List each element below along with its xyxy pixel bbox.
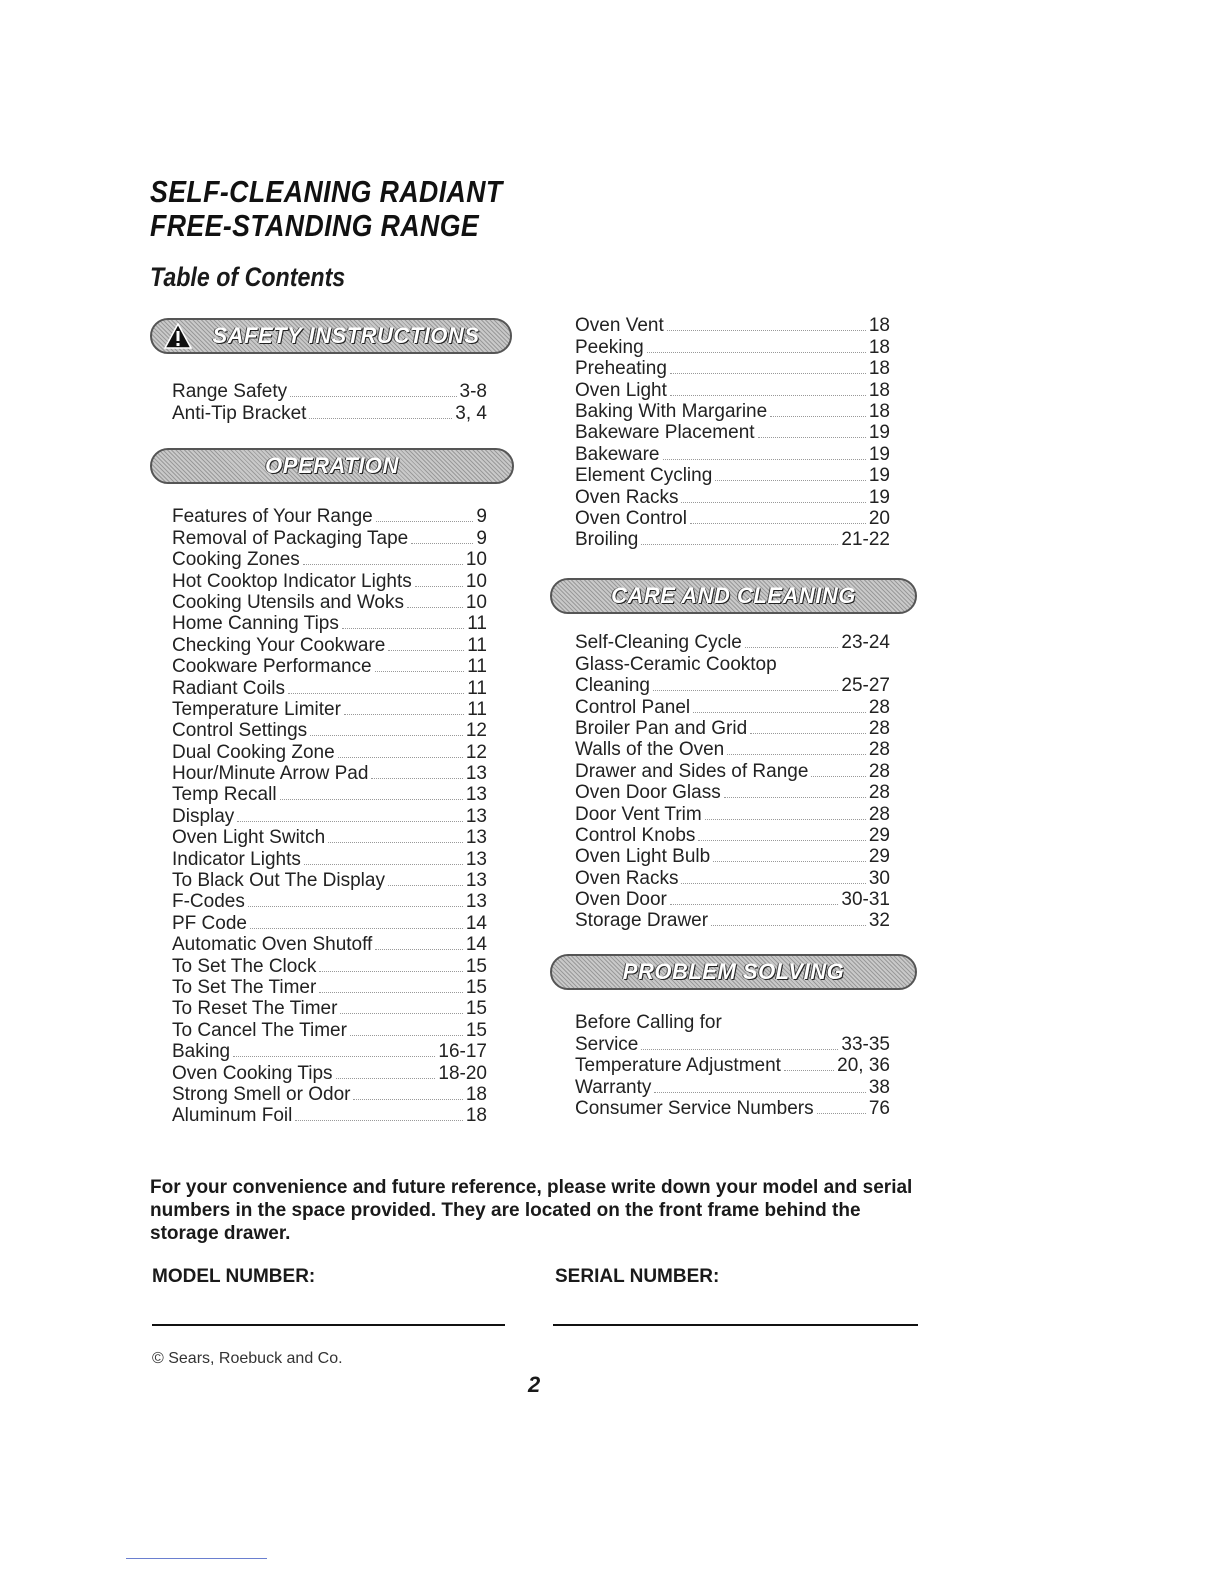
toc-entry-label: Range Safety: [172, 381, 288, 403]
toc-entry-label: Preheating: [575, 358, 667, 380]
toc-entry: [172, 506, 487, 527]
toc-entry-page: 28: [868, 717, 890, 739]
toc-leader-dots: [342, 628, 464, 629]
toc-entry: [575, 1033, 890, 1054]
toc-leader-dots: [309, 418, 452, 419]
toc-entry-label: Oven Racks: [575, 486, 679, 508]
toc-entry-label: Control Panel: [575, 696, 691, 718]
toc-entry-page: 23-24: [841, 632, 890, 654]
toc-entry: [172, 784, 487, 805]
toc-entry-label: Oven Light: [575, 379, 667, 401]
toc-entry-label: Oven Control: [575, 507, 687, 529]
toc-entry-page: 13: [465, 848, 487, 870]
toc-entry: [575, 760, 890, 781]
toc-entry: [172, 634, 487, 655]
toc-leader-dots: [250, 928, 463, 929]
toc-entry-label: Radiant Coils: [172, 677, 285, 699]
toc-entry-page: 28: [868, 782, 890, 804]
toc-entry: [575, 508, 890, 529]
toc-leader-dots: [654, 1092, 865, 1093]
toc-entry-label: Drawer and Sides of Range: [575, 760, 809, 782]
toc-entry: [172, 891, 487, 912]
toc-entry-page: 10: [465, 549, 487, 571]
toc-entry-page: 9: [476, 506, 487, 528]
toc-entry: [172, 998, 487, 1019]
toc-entry: [172, 934, 487, 955]
safety-instructions-label: SAFETY INSTRUCTIONS: [212, 323, 480, 348]
toc-entry: [172, 592, 487, 613]
toc-entry: [575, 336, 890, 357]
toc-leader-dots: [280, 799, 463, 800]
toc-leader-dots: [713, 861, 866, 862]
toc-leader-dots: [724, 797, 866, 798]
toc-entry: [172, 912, 487, 933]
toc-entry: [575, 1012, 890, 1033]
toc-entry-page: 20, 36: [837, 1055, 890, 1077]
toc-entry-page: 19: [868, 443, 890, 465]
toc-entry: [172, 1084, 487, 1105]
toc-leader-dots: [350, 1035, 463, 1036]
footer-rule: [126, 1558, 267, 1559]
toc-entry-label: Strong Smell or Odor: [172, 1083, 351, 1105]
toc-leader-dots: [295, 1120, 462, 1121]
toc-entry-label: Self-Cleaning Cycle: [575, 632, 742, 654]
toc-leader-dots: [338, 757, 463, 758]
toc-entry-page: 15: [465, 976, 487, 998]
toc-entry-label: Element Cycling: [575, 465, 713, 487]
toc-leader-dots: [407, 607, 463, 608]
toc-leader-dots: [670, 395, 866, 396]
toc-entry-page: 18: [868, 379, 890, 401]
notice-text: For your convenience and future reference, please write down your model and serial numbers in the space provided. They are located on the front frame behind the storage drawer.: [150, 1177, 913, 1244]
toc-entry-label: Temp Recall: [172, 784, 277, 806]
toc-entry-label: Oven Door Glass: [575, 782, 721, 804]
toc-leader-dots: [388, 885, 463, 886]
toc-entry: [172, 848, 487, 869]
toc-entry: [575, 739, 890, 760]
toc-entry-label: Cleaning: [575, 675, 650, 697]
toc-entry-page: 10: [465, 570, 487, 592]
toc-entry-page: 13: [465, 805, 487, 827]
toc-entry-label: Oven Cooking Tips: [172, 1062, 333, 1084]
toc-entry-page: 11: [467, 698, 487, 720]
toc-leader-dots: [319, 971, 463, 972]
toc-entry-page: 13: [465, 870, 487, 892]
toc-entry: [172, 527, 487, 548]
toc-entry-label: Warranty: [575, 1076, 652, 1098]
toc-entry-label: Indicator Lights: [172, 848, 301, 870]
toc-entry: [575, 315, 890, 336]
toc-entry-page: 13: [465, 763, 487, 785]
toc-entry-label: Aluminum Foil: [172, 1105, 293, 1127]
toc-entry-label: Bakeware: [575, 443, 660, 465]
toc-entry-page: 11: [467, 656, 487, 678]
toc-entry-label: Control Knobs: [575, 824, 696, 846]
toc-entry-label: Consumer Service Numbers: [575, 1097, 814, 1119]
toc-entry-label: PF Code: [172, 912, 247, 934]
toc-entry-page: 15: [465, 955, 487, 977]
toc-leader-dots: [770, 416, 866, 417]
safety-instructions-banner: [150, 318, 512, 354]
toc-entry-label: Hot Cooktop Indicator Lights: [172, 570, 412, 592]
toc-entry-label: To Set The Timer: [172, 976, 317, 998]
toc-leader-dots: [304, 864, 463, 865]
toc-entry-page: 30: [868, 867, 890, 889]
toc-entry-label: Baking With Margarine: [575, 400, 768, 422]
toc-entry-page: 13: [465, 891, 487, 913]
toc-entry-page: 18: [868, 358, 890, 380]
toc-entry-label: Oven Light Switch: [172, 827, 326, 849]
toc-entry-label: Features of Your Range: [172, 506, 373, 528]
serial-number-label: SERIAL NUMBER:: [555, 1266, 720, 1287]
problem-solving-banner: [550, 954, 917, 990]
toc-leader-dots: [758, 437, 866, 438]
toc-entry: [575, 803, 890, 824]
toc-leader-dots: [711, 925, 866, 926]
toc-entry: [172, 1041, 487, 1062]
toc-entry-label: Oven Light Bulb: [575, 846, 711, 868]
model-number-line[interactable]: [152, 1324, 505, 1326]
toc-entry-page: 32: [868, 910, 890, 932]
toc-leader-dots: [344, 714, 464, 715]
toc-entry-page: 21-22: [841, 529, 890, 551]
toc-leader-dots: [415, 586, 463, 587]
toc-entry-label: Dual Cooking Zone: [172, 741, 335, 763]
toc-entry-label: Removal of Packaging Tape: [172, 527, 409, 549]
toc-entry-page: 28: [868, 803, 890, 825]
toc-entry-label: Oven Door: [575, 889, 667, 911]
toc-entry-label: Control Settings: [172, 720, 308, 742]
toc-leader-dots: [248, 906, 463, 907]
toc-entry: [172, 763, 487, 784]
toc-leader-dots: [237, 821, 463, 822]
serial-number-line[interactable]: [553, 1324, 918, 1326]
toc-entry-label: Service: [575, 1033, 639, 1055]
toc-entry-page: 20: [868, 507, 890, 529]
toc-entry: [575, 1098, 890, 1119]
toc-leader-dots: [375, 671, 465, 672]
toc-entry-label: Storage Drawer: [575, 910, 709, 932]
toc-entry-page: 30-31: [841, 889, 890, 911]
toc-leader-dots: [667, 330, 866, 331]
toc-leader-dots: [705, 819, 866, 820]
toc-entry: [575, 696, 890, 717]
toc-entry-label: To Set The Clock: [172, 955, 317, 977]
toc-entry-label: Display: [172, 805, 235, 827]
toc-leader-dots: [663, 459, 866, 460]
toc-entry-page: 19: [868, 486, 890, 508]
toc-entry-label: Checking Your Cookware: [172, 634, 386, 656]
toc-leader-dots: [303, 564, 463, 565]
toc-entry: [575, 1076, 890, 1097]
toc-entry-page: 18: [868, 336, 890, 358]
toc-entry: [575, 653, 890, 674]
toc-leader-dots: [681, 883, 865, 884]
page-number: 2: [528, 1372, 541, 1397]
toc-leader-dots: [641, 544, 838, 545]
toc-entry: [172, 677, 487, 698]
toc-leader-dots: [353, 1099, 462, 1100]
toc-entry: [172, 870, 487, 891]
toc-entry-page: 13: [465, 784, 487, 806]
toc-entry: [575, 718, 890, 739]
toc-leader-dots: [750, 733, 866, 734]
toc-leader-dots: [641, 1049, 838, 1050]
toc-entry: [172, 805, 487, 826]
toc-entry-page: 15: [465, 998, 487, 1020]
operation-toc-list-right: [575, 315, 890, 550]
toc-entry: [172, 656, 487, 677]
care-and-cleaning-banner: [550, 578, 917, 614]
toc-leader-dots: [340, 1013, 462, 1014]
toc-entry-page: 16-17: [438, 1041, 487, 1063]
toc-entry: [575, 1055, 890, 1076]
toc-entry-label: Hour/Minute Arrow Pad: [172, 763, 369, 785]
toc-entry-page: 25-27: [841, 675, 890, 697]
toc-leader-dots: [690, 523, 866, 524]
toc-entry-page: 18-20: [438, 1062, 487, 1084]
toc-entry-page: 10: [465, 591, 487, 613]
toc-leader-dots: [653, 690, 838, 691]
toc-entry-page: 11: [467, 677, 487, 699]
toc-entry: [172, 741, 487, 762]
toc-entry-page: 9: [476, 527, 487, 549]
toc-entry: [172, 570, 487, 591]
toc-leader-dots: [670, 373, 866, 374]
toc-entry: [575, 632, 890, 653]
toc-leader-dots: [727, 754, 866, 755]
toc-leader-dots: [388, 650, 464, 651]
toc-entry-label: Cookware Performance: [172, 656, 372, 678]
toc-entry-page: 18: [465, 1105, 487, 1127]
toc-leader-dots: [376, 521, 474, 522]
toc-entry: [575, 910, 890, 931]
toc-entry-label: Before Calling for: [575, 1012, 722, 1034]
toc-leader-dots: [411, 543, 473, 544]
toc-leader-dots: [290, 396, 456, 397]
toc-heading: Table of Contents: [150, 262, 346, 292]
toc-entry-page: 28: [868, 696, 890, 718]
document-title-line1: SELF-CLEANING RADIANT: [150, 174, 503, 209]
toc-entry-label: F-Codes: [172, 891, 245, 913]
toc-entry: [172, 699, 487, 720]
toc-entry-label: Anti-Tip Bracket: [172, 402, 307, 424]
care-toc-list: [575, 632, 890, 931]
toc-entry-page: 18: [868, 315, 890, 337]
document-title-line2: FREE-STANDING RANGE: [150, 208, 480, 243]
toc-entry: [575, 889, 890, 910]
toc-entry-label: Door Vent Trim: [575, 803, 702, 825]
toc-entry: [575, 401, 890, 422]
toc-entry-label: Cooking Utensils and Woks: [172, 591, 404, 613]
toc-leader-dots: [336, 1078, 436, 1079]
toc-leader-dots: [784, 1070, 834, 1071]
model-number-label: MODEL NUMBER:: [152, 1266, 316, 1287]
toc-entry-label: Oven Vent: [575, 315, 664, 337]
toc-leader-dots: [811, 776, 865, 777]
toc-entry: [575, 465, 890, 486]
toc-entry: [575, 867, 890, 888]
toc-entry-page: 12: [465, 741, 487, 763]
operation-toc-list-left: [172, 506, 487, 1126]
toc-entry-label: Automatic Oven Shutoff: [172, 934, 373, 956]
toc-entry: [172, 549, 487, 570]
toc-entry: [575, 675, 890, 696]
toc-entry-page: 14: [465, 912, 487, 934]
toc-entry: [172, 1019, 487, 1040]
toc-entry-label: To Black Out The Display: [172, 870, 385, 892]
toc-entry-label: Peeking: [575, 336, 644, 358]
toc-entry-page: 28: [868, 760, 890, 782]
operation-label: OPERATION: [265, 453, 399, 478]
toc-entry-page: 12: [465, 720, 487, 742]
toc-entry-page: 14: [465, 934, 487, 956]
toc-leader-dots: [670, 904, 839, 905]
toc-entry-page: 11: [467, 634, 487, 656]
toc-leader-dots: [375, 949, 463, 950]
toc-entry-page: 19: [868, 465, 890, 487]
toc-entry-page: 15: [465, 1019, 487, 1041]
toc-entry: [575, 825, 890, 846]
toc-entry-label: Baking: [172, 1041, 231, 1063]
problem-solving-label: PROBLEM SOLVING: [622, 959, 845, 984]
toc-entry-page: 3-8: [459, 381, 487, 403]
copyright: © Sears, Roebuck and Co.: [152, 1350, 343, 1367]
toc-entry: [575, 782, 890, 803]
toc-entry: [575, 422, 890, 443]
toc-entry-label: Cooking Zones: [172, 549, 300, 571]
toc-leader-dots: [647, 352, 866, 353]
toc-leader-dots: [371, 778, 462, 779]
toc-leader-dots: [319, 992, 463, 993]
toc-entry-label: Broiler Pan and Grid: [575, 717, 748, 739]
toc-entry-page: 3, 4: [455, 402, 487, 424]
toc-entry-label: To Cancel The Timer: [172, 1019, 347, 1041]
toc-entry-page: 11: [467, 613, 487, 635]
toc-entry: [172, 720, 487, 741]
toc-entry-page: 19: [868, 422, 890, 444]
toc-entry-page: 76: [868, 1097, 890, 1119]
toc-leader-dots: [745, 647, 839, 648]
toc-entry: [172, 381, 487, 402]
toc-entry-page: 18: [465, 1083, 487, 1105]
toc-entry-label: Home Canning Tips: [172, 613, 339, 635]
toc-entry-page: 38: [868, 1076, 890, 1098]
toc-leader-dots: [698, 840, 865, 841]
toc-entry-label: Temperature Limiter: [172, 698, 341, 720]
toc-entry-label: Walls of the Oven: [575, 739, 725, 761]
toc-entry-label: Temperature Adjustment: [575, 1055, 781, 1077]
toc-entry: [575, 379, 890, 400]
toc-entry-page: 33-35: [841, 1033, 890, 1055]
toc-leader-dots: [681, 502, 865, 503]
toc-entry: [172, 827, 487, 848]
toc-entry-page: 28: [868, 739, 890, 761]
toc-entry: [575, 358, 890, 379]
toc-entry: [575, 486, 890, 507]
toc-entry: [172, 1105, 487, 1126]
care-and-cleaning-label: CARE AND CLEANING: [611, 583, 856, 608]
toc-leader-dots: [693, 712, 866, 713]
toc-entry: [575, 443, 890, 464]
safety-toc-list: [172, 381, 487, 424]
toc-entry-label: To Reset The Timer: [172, 998, 338, 1020]
toc-entry-page: 13: [465, 827, 487, 849]
toc-entry-label: Broiling: [575, 529, 639, 551]
toc-leader-dots: [310, 735, 463, 736]
operation-banner: [150, 448, 514, 484]
toc-entry: [172, 977, 487, 998]
problem-toc-list: [575, 1012, 890, 1119]
toc-entry: [172, 402, 487, 423]
toc-entry: [575, 846, 890, 867]
toc-entry-page: 18: [868, 400, 890, 422]
toc-leader-dots: [233, 1056, 435, 1057]
toc-leader-dots: [715, 480, 866, 481]
toc-entry-page: 29: [868, 824, 890, 846]
toc-leader-dots: [288, 693, 464, 694]
toc-entry: [172, 1062, 487, 1083]
toc-entry: [575, 529, 890, 550]
toc-entry-label: Glass-Ceramic Cooktop: [575, 653, 777, 675]
toc-entry: [172, 613, 487, 634]
toc-entry-label: Bakeware Placement: [575, 422, 755, 444]
toc-entry: [172, 955, 487, 976]
toc-entry-label: Oven Racks: [575, 867, 679, 889]
toc-leader-dots: [328, 842, 463, 843]
toc-leader-dots: [817, 1113, 866, 1114]
toc-entry-page: 29: [868, 846, 890, 868]
